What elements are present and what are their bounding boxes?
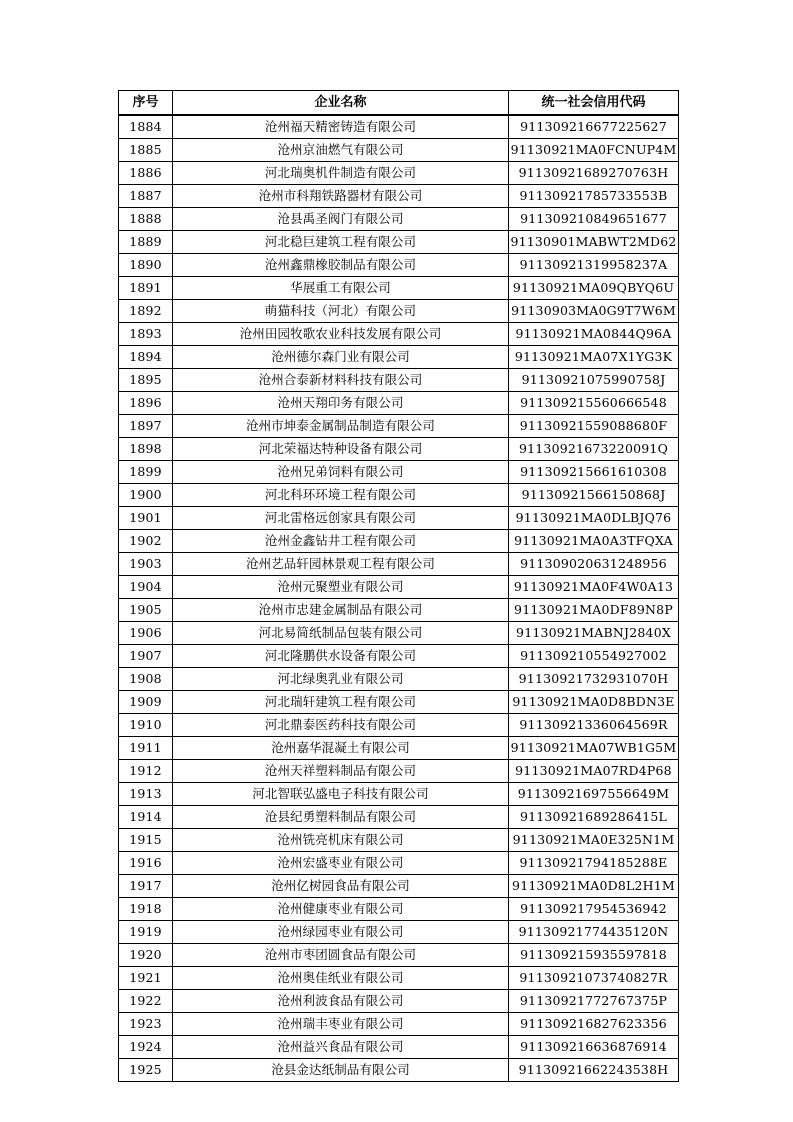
cell-sequence: 1918 — [119, 898, 173, 921]
table-row — [119, 507, 679, 530]
cell-enterprise-name: 沧县禹圣阀门有限公司 — [173, 208, 509, 231]
table-row — [119, 898, 679, 921]
cell-enterprise-name: 沧州宏盛枣业有限公司 — [173, 852, 509, 875]
cell-credit-code: 911309216827623356 — [509, 1013, 679, 1036]
cell-sequence: 1894 — [119, 346, 173, 369]
table-row — [119, 852, 679, 875]
column-header-sequence: 序号 — [119, 91, 173, 116]
cell-enterprise-name: 沧州嘉华混凝土有限公司 — [173, 737, 509, 760]
cell-enterprise-name: 沧县金达纸制品有限公司 — [173, 1059, 509, 1082]
cell-sequence: 1922 — [119, 990, 173, 1013]
cell-sequence: 1885 — [119, 139, 173, 162]
enterprise-registry-table — [118, 90, 679, 1082]
cell-sequence: 1911 — [119, 737, 173, 760]
cell-enterprise-name: 沧州益兴食品有限公司 — [173, 1036, 509, 1059]
cell-credit-code: 91130921MA0D8BDN3E — [509, 691, 679, 714]
cell-credit-code: 91130921MA0DF89N8P — [509, 599, 679, 622]
cell-sequence: 1892 — [119, 300, 173, 323]
cell-enterprise-name: 沧州德尔森门业有限公司 — [173, 346, 509, 369]
cell-sequence: 1899 — [119, 461, 173, 484]
cell-credit-code: 91130921MABNJ2840X — [509, 622, 679, 645]
cell-sequence: 1896 — [119, 392, 173, 415]
table-row — [119, 208, 679, 231]
table-row — [119, 1013, 679, 1036]
cell-sequence: 1888 — [119, 208, 173, 231]
table-row — [119, 944, 679, 967]
cell-credit-code: 91130921772767375P — [509, 990, 679, 1013]
table-row — [119, 668, 679, 691]
cell-sequence: 1908 — [119, 668, 173, 691]
cell-enterprise-name: 河北稳巨建筑工程有限公司 — [173, 231, 509, 254]
table-row — [119, 162, 679, 185]
table-header-row — [119, 91, 679, 116]
cell-sequence: 1904 — [119, 576, 173, 599]
table-row — [119, 369, 679, 392]
cell-credit-code: 91130921MA0FCNUP4M — [509, 139, 679, 162]
cell-enterprise-name: 河北易简纸制品包装有限公司 — [173, 622, 509, 645]
cell-credit-code: 91130921073740827R — [509, 967, 679, 990]
cell-credit-code: 91130921662243538H — [509, 1059, 679, 1082]
cell-sequence: 1913 — [119, 783, 173, 806]
cell-enterprise-name: 沧州健康枣业有限公司 — [173, 898, 509, 921]
cell-enterprise-name: 河北智联弘盛电子科技有限公司 — [173, 783, 509, 806]
cell-credit-code: 91130921MA07WB1G5M — [509, 737, 679, 760]
cell-credit-code: 91130921MA0D8L2H1M — [509, 875, 679, 898]
table-body — [119, 115, 679, 1082]
table-row — [119, 484, 679, 507]
cell-credit-code: 91130921559088680F — [509, 415, 679, 438]
cell-enterprise-name: 沧州田园牧歌农业科技发展有限公司 — [173, 323, 509, 346]
table-row — [119, 829, 679, 852]
cell-enterprise-name: 河北绿奥乳业有限公司 — [173, 668, 509, 691]
cell-credit-code: 911309216636876914 — [509, 1036, 679, 1059]
cell-enterprise-name: 沧州市坤泰金属制品制造有限公司 — [173, 415, 509, 438]
cell-sequence: 1884 — [119, 115, 173, 139]
cell-enterprise-name: 沧州鑫鼎橡胶制品有限公司 — [173, 254, 509, 277]
table-row — [119, 254, 679, 277]
table-row — [119, 438, 679, 461]
cell-enterprise-name: 沧县纪勇塑料制品有限公司 — [173, 806, 509, 829]
cell-enterprise-name: 沧州天祥塑料制品有限公司 — [173, 760, 509, 783]
cell-enterprise-name: 沧州金鑫钻井工程有限公司 — [173, 530, 509, 553]
registry-table-container — [118, 90, 678, 1082]
cell-sequence: 1907 — [119, 645, 173, 668]
cell-credit-code: 91130921MA0DLBJQ76 — [509, 507, 679, 530]
table-row — [119, 875, 679, 898]
cell-enterprise-name: 沧州奥佳纸业有限公司 — [173, 967, 509, 990]
cell-credit-code: 91130921667722​5627 — [509, 115, 679, 139]
cell-enterprise-name: 沧州市枣团圆食品有限公司 — [173, 944, 509, 967]
cell-credit-code: 91130921MA0E325N1M — [509, 829, 679, 852]
table-row — [119, 760, 679, 783]
table-row — [119, 691, 679, 714]
cell-sequence: 1889 — [119, 231, 173, 254]
cell-credit-code: 91130921794185288E — [509, 852, 679, 875]
cell-credit-code: 91130921673220091Q — [509, 438, 679, 461]
cell-credit-code: 911309020631248956 — [509, 553, 679, 576]
cell-sequence: 1915 — [119, 829, 173, 852]
cell-sequence: 1906 — [119, 622, 173, 645]
cell-sequence: 1905 — [119, 599, 173, 622]
cell-sequence: 1890 — [119, 254, 173, 277]
cell-credit-code: 91130903MA0G9T7W6M — [509, 300, 679, 323]
table-row — [119, 323, 679, 346]
cell-enterprise-name: 沧州京油燃气有限公司 — [173, 139, 509, 162]
table-row — [119, 346, 679, 369]
cell-credit-code: 911309215935597818 — [509, 944, 679, 967]
cell-credit-code: 91130921MA0844Q96A — [509, 323, 679, 346]
cell-sequence: 1909 — [119, 691, 173, 714]
cell-credit-code: 911309210849651677 — [509, 208, 679, 231]
cell-sequence: 1919 — [119, 921, 173, 944]
cell-sequence: 1914 — [119, 806, 173, 829]
cell-credit-code: 91130901MABWT2MD62 — [509, 231, 679, 254]
cell-sequence: 1916 — [119, 852, 173, 875]
cell-enterprise-name: 河北瑞轩建筑工程有限公司 — [173, 691, 509, 714]
cell-enterprise-name: 沧州铣亮机床有限公司 — [173, 829, 509, 852]
cell-sequence: 1912 — [119, 760, 173, 783]
cell-enterprise-name: 河北隆鹏供水设备有限公司 — [173, 645, 509, 668]
cell-enterprise-name: 沧州市科翔铁路器材有限公司 — [173, 185, 509, 208]
cell-credit-code: 91130921MA07X1YG3K — [509, 346, 679, 369]
table-row — [119, 277, 679, 300]
cell-credit-code: 91130921689286415L — [509, 806, 679, 829]
cell-credit-code: 911309217954536942 — [509, 898, 679, 921]
cell-credit-code: 911309210759907​58J — [509, 369, 679, 392]
cell-enterprise-name: 沧州亿树园食品有限公司 — [173, 875, 509, 898]
table-row — [119, 392, 679, 415]
table-row — [119, 415, 679, 438]
cell-enterprise-name: 河北瑞奥机件制造有限公司 — [173, 162, 509, 185]
table-row — [119, 461, 679, 484]
table-row — [119, 599, 679, 622]
cell-enterprise-name: 河北科环环境工程有限公司 — [173, 484, 509, 507]
column-header-credit-code: 统一社会信用代码 — [509, 91, 679, 116]
table-row — [119, 990, 679, 1013]
table-row — [119, 737, 679, 760]
cell-credit-code: 91130921732931070H — [509, 668, 679, 691]
cell-enterprise-name: 沧州福天精密铸造有限公司 — [173, 115, 509, 139]
cell-sequence: 1917 — [119, 875, 173, 898]
cell-credit-code: 91130921336064569R — [509, 714, 679, 737]
table-row — [119, 139, 679, 162]
cell-sequence: 1900 — [119, 484, 173, 507]
cell-sequence: 1902 — [119, 530, 173, 553]
table-row — [119, 530, 679, 553]
table-row — [119, 1036, 679, 1059]
table-row — [119, 645, 679, 668]
cell-enterprise-name: 河北雷格远创家具有限公司 — [173, 507, 509, 530]
cell-sequence: 1891 — [119, 277, 173, 300]
cell-enterprise-name: 华展重工有限公司 — [173, 277, 509, 300]
cell-enterprise-name: 沧州合泰新材料科技有限公司 — [173, 369, 509, 392]
cell-sequence: 1898 — [119, 438, 173, 461]
cell-credit-code: 91130921MA0F4W0A13 — [509, 576, 679, 599]
cell-credit-code: 91130921689270763H — [509, 162, 679, 185]
cell-credit-code: 91130921319958237A — [509, 254, 679, 277]
table-row — [119, 714, 679, 737]
cell-enterprise-name: 沧州市忠建金属制品有限公司 — [173, 599, 509, 622]
cell-credit-code: 91130921MA09QBYQ6U — [509, 277, 679, 300]
table-row — [119, 300, 679, 323]
cell-credit-code: 91130921785733553B — [509, 185, 679, 208]
table-row — [119, 185, 679, 208]
cell-enterprise-name: 萌猫科技（河北）有限公司 — [173, 300, 509, 323]
cell-sequence: 1887 — [119, 185, 173, 208]
table-row — [119, 553, 679, 576]
cell-enterprise-name: 沧州瑞丰枣业有限公司 — [173, 1013, 509, 1036]
cell-sequence: 1920 — [119, 944, 173, 967]
cell-sequence: 1893 — [119, 323, 173, 346]
table-row — [119, 921, 679, 944]
cell-sequence: 1901 — [119, 507, 173, 530]
cell-sequence: 1903 — [119, 553, 173, 576]
cell-sequence: 1897 — [119, 415, 173, 438]
table-row — [119, 783, 679, 806]
cell-credit-code: 91130921MA07RD4P68 — [509, 760, 679, 783]
cell-enterprise-name: 沧州天翔印务有限公司 — [173, 392, 509, 415]
cell-sequence: 1910 — [119, 714, 173, 737]
cell-sequence: 1923 — [119, 1013, 173, 1036]
cell-sequence: 1924 — [119, 1036, 173, 1059]
cell-sequence: 1895 — [119, 369, 173, 392]
table-row — [119, 231, 679, 254]
table-row — [119, 115, 679, 139]
cell-enterprise-name: 沧州兄弟饲料有限公司 — [173, 461, 509, 484]
cell-credit-code: 91130921566150868J — [509, 484, 679, 507]
cell-credit-code: 911309215661610308 — [509, 461, 679, 484]
cell-credit-code: 91130921MA0A3TFQXA — [509, 530, 679, 553]
cell-sequence: 1925 — [119, 1059, 173, 1082]
table-row — [119, 576, 679, 599]
cell-enterprise-name: 河北鼎泰医药科技有限公司 — [173, 714, 509, 737]
cell-credit-code: 911309215560666548 — [509, 392, 679, 415]
column-header-enterprise-name: 企业名称 — [173, 91, 509, 116]
cell-enterprise-name: 沧州绿园枣业有限公司 — [173, 921, 509, 944]
cell-sequence: 1921 — [119, 967, 173, 990]
cell-enterprise-name: 沧州利波食品有限公司 — [173, 990, 509, 1013]
cell-enterprise-name: 河北荣福达特种设备有限公司 — [173, 438, 509, 461]
table-header — [119, 91, 679, 116]
table-row — [119, 967, 679, 990]
cell-credit-code: 91130921774435120N — [509, 921, 679, 944]
cell-enterprise-name: 沧州元聚塑业有限公司 — [173, 576, 509, 599]
cell-sequence: 1886 — [119, 162, 173, 185]
table-row — [119, 1059, 679, 1082]
table-row — [119, 622, 679, 645]
table-row — [119, 806, 679, 829]
cell-enterprise-name: 沧州艺品轩园林景观工程有限公司 — [173, 553, 509, 576]
cell-credit-code: 91130921697556649M — [509, 783, 679, 806]
cell-credit-code: 911309210554927002 — [509, 645, 679, 668]
